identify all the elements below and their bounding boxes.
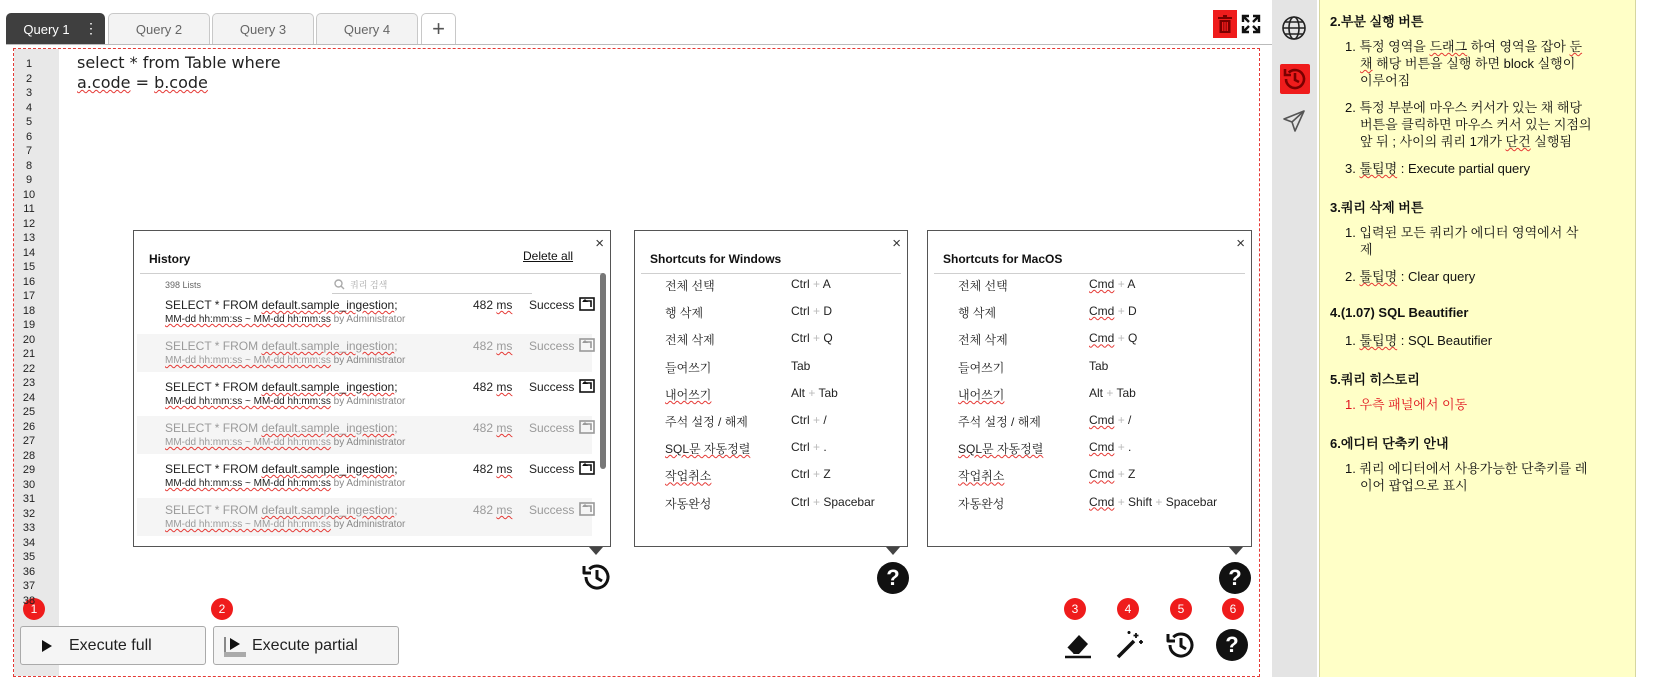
line-number: 4 <box>25 101 33 114</box>
history-query: SELECT * FROM default.sample_ingestion; <box>165 298 398 312</box>
note-heading: 6.에디터 단축키 안내 <box>1330 436 1449 451</box>
shortcut-action: 작업취소 <box>665 469 712 484</box>
note-item: 1. 쿼리 에디터에서 사용가능한 단축키를 레 <box>1345 461 1588 476</box>
shortcut-row <box>635 440 907 462</box>
annotation-badge: 1 <box>23 598 45 620</box>
history-status: Success <box>529 298 575 312</box>
eraser-icon[interactable] <box>1063 628 1093 660</box>
load-query-icon[interactable] <box>579 461 595 475</box>
shortcut-key: Cmd <box>1089 413 1115 427</box>
line-number: 15 <box>22 261 36 273</box>
line-number: 6 <box>25 130 33 143</box>
tab-label: Query 3 <box>239 21 287 37</box>
history-time: MM-dd hh:mm:ss ~ MM-dd hh:mm:ss by Administrator <box>165 355 406 366</box>
shortcut-key: Cmd <box>1089 440 1115 455</box>
line-number: 27 <box>22 435 36 447</box>
key-separator: + <box>1155 494 1163 509</box>
play-partial-icon <box>224 637 246 657</box>
shortcut-key: Ctrl <box>791 277 810 291</box>
line-number: 1 <box>25 58 33 70</box>
key-separator: + <box>813 304 821 319</box>
shortcut-row <box>928 440 1251 462</box>
key-separator: + <box>1117 467 1125 482</box>
shortcut-key: Ctrl <box>791 304 810 319</box>
shortcut-row <box>635 386 907 408</box>
history-search[interactable] <box>332 277 532 294</box>
line-number: 22 <box>22 362 36 375</box>
shortcut-action: 행 삭제 <box>665 306 704 321</box>
code-token: a.code <box>77 73 131 92</box>
help-icon[interactable]: ? <box>1216 629 1248 661</box>
shortcut-key: Cmd <box>1089 494 1115 509</box>
key-separator: + <box>1117 304 1125 319</box>
tab-menu-icon[interactable]: ⋮ <box>84 20 98 36</box>
shortcut-action: 작업취소 <box>958 469 1005 484</box>
note-item: 채 해당 버튼을 실행 하면 block 실행이 <box>1360 56 1576 71</box>
key-separator: + <box>813 413 821 427</box>
history-time: MM-dd hh:mm:ss ~ MM-dd hh:mm:ss by Administrator <box>165 437 406 448</box>
shortcut-key: Ctrl <box>791 494 810 509</box>
history-popup <box>133 230 611 547</box>
shortcuts-windows-popup <box>634 230 908 547</box>
key-separator: + <box>813 277 821 291</box>
history-time: MM-dd hh:mm:ss ~ MM-dd hh:mm:ss by Administrator <box>165 519 406 530</box>
shortcut-key: Cmd <box>1089 467 1115 482</box>
history-status: Success <box>529 380 575 394</box>
history-time: MM-dd hh:mm:ss ~ MM-dd hh:mm:ss by Administrator <box>165 478 406 489</box>
shortcut-keys <box>1089 304 1137 318</box>
tab-query-3[interactable] <box>212 13 314 44</box>
line-number: 7 <box>25 145 33 157</box>
line-number: 20 <box>22 333 36 346</box>
note-item: 1. 입력된 모든 쿼리가 에디터 영역에서 삭 <box>1345 225 1579 240</box>
shortcut-key: Cmd <box>1089 277 1115 291</box>
shortcut-key: Spacebar <box>1165 494 1218 509</box>
line-number: 37 <box>22 580 36 592</box>
execute-full-button[interactable] <box>20 626 206 665</box>
shortcut-row <box>928 495 1251 517</box>
note-item: 1. 특정 영역을 드래그 하여 영역을 잡아 둔 <box>1345 39 1583 54</box>
tab-label: Query 1 <box>23 21 70 37</box>
history-query: SELECT * FROM default.sample_ingestion; <box>165 462 398 476</box>
shortcut-keys <box>1089 495 1217 509</box>
plus-icon: + <box>432 16 445 41</box>
note-heading: 3.쿼리 삭제 버튼 <box>1330 200 1424 215</box>
shortcut-key: Alt <box>1089 385 1104 400</box>
key-separator: + <box>813 331 821 346</box>
history-title: History <box>149 252 191 266</box>
history-duration: 482 ms <box>473 421 513 435</box>
divider <box>934 273 1245 274</box>
shortcut-action: 주석 설정 / 해제 <box>665 415 748 429</box>
send-icon[interactable] <box>1281 108 1307 134</box>
shortcut-row <box>928 467 1251 489</box>
key-separator: + <box>813 440 821 455</box>
line-number: 16 <box>22 275 36 288</box>
shortcut-action: 전체 선택 <box>665 279 715 293</box>
load-query-icon[interactable] <box>579 297 595 311</box>
shortcut-keys <box>1089 440 1131 454</box>
key-separator: + <box>813 467 821 482</box>
history-duration: 482 ms <box>473 503 513 517</box>
search-placeholder: 쿼리 검색 <box>350 280 388 290</box>
note-heading: 2.부분 실행 버튼 <box>1330 14 1424 29</box>
annotation-notes-panel <box>1319 0 1636 677</box>
history-icon[interactable] <box>1164 628 1198 662</box>
shortcut-key: Q <box>1128 331 1138 346</box>
history-query: SELECT * FROM default.sample_ingestion; <box>165 503 398 517</box>
fullscreen-icon <box>1241 14 1261 34</box>
right-icon-bar <box>1272 0 1317 677</box>
shortcut-keys <box>791 495 875 509</box>
shortcut-keys <box>1089 386 1136 400</box>
line-number: 3 <box>25 87 33 99</box>
shortcut-key: . <box>1128 440 1132 455</box>
line-number: 35 <box>22 551 36 563</box>
shortcut-key: Cmd <box>1089 304 1115 319</box>
note-item: 1. 툴팁명 : SQL Beautifier <box>1345 333 1493 348</box>
history-status: Success <box>529 421 575 435</box>
line-number: 33 <box>22 522 36 534</box>
line-number: 31 <box>22 493 36 505</box>
shortcut-row <box>928 386 1251 408</box>
line-number: 36 <box>22 565 36 578</box>
annotation-badge: 4 <box>1117 598 1139 620</box>
shortcut-keys <box>791 331 833 345</box>
tab-label: Query 2 <box>135 21 183 37</box>
line-number: 30 <box>22 478 36 491</box>
trash-icon <box>1218 15 1232 33</box>
shortcut-row <box>928 277 1251 299</box>
shortcut-row <box>635 277 907 299</box>
load-query-icon[interactable] <box>579 379 595 393</box>
shortcut-keys <box>791 467 831 481</box>
history-time: MM-dd hh:mm:ss ~ MM-dd hh:mm:ss by Administrator <box>165 396 406 407</box>
delete-all-link[interactable]: Delete all <box>523 249 574 263</box>
tab-query-1[interactable] <box>6 13 105 44</box>
history-row[interactable] <box>137 293 592 331</box>
tab-bar-divider <box>6 44 1272 45</box>
shortcut-key: Tab <box>791 358 811 373</box>
shortcut-action: 전체 삭제 <box>665 333 715 348</box>
execute-full-label: Execute full <box>69 637 152 654</box>
shortcut-key: Tab <box>818 385 838 400</box>
shortcut-keys <box>1089 359 1108 373</box>
history-row[interactable] <box>137 334 592 372</box>
note-item: 제 <box>1360 242 1373 257</box>
line-number: 26 <box>22 420 36 433</box>
shortcut-key: Ctrl <box>791 413 810 427</box>
shortcut-row <box>635 467 907 489</box>
line-number: 19 <box>22 319 36 331</box>
shortcut-action: 주석 설정 / 해제 <box>958 415 1041 429</box>
shortcut-key: Alt <box>791 385 806 400</box>
note-heading: 4.(1.07) SQL Beautifier <box>1330 305 1469 320</box>
note-item: 앞 뒤 ; 사이의 쿼리 1개가 단건 실행됨 <box>1360 134 1572 149</box>
popup-pointer <box>886 547 900 555</box>
shortcut-action: 행 삭제 <box>958 306 997 321</box>
history-duration: 482 ms <box>473 298 513 312</box>
history-icon[interactable] <box>580 560 614 594</box>
shortcut-row <box>635 495 907 517</box>
search-icon <box>334 279 345 290</box>
code-token: = <box>130 73 155 92</box>
shortcut-keys <box>791 359 810 373</box>
shortcut-keys <box>1089 413 1131 427</box>
key-separator: + <box>1117 413 1125 427</box>
load-query-icon[interactable] <box>579 502 595 516</box>
line-number: 8 <box>25 159 33 172</box>
key-separator: + <box>808 385 816 400</box>
line-number: 32 <box>22 507 36 520</box>
key-separator: + <box>1117 494 1125 509</box>
popup-pointer <box>589 547 603 555</box>
key-separator: + <box>1117 331 1125 346</box>
shortcut-keys <box>1089 467 1135 481</box>
note-item: 1. 우측 패널에서 이동 <box>1345 397 1468 412</box>
annotation-badge: 5 <box>1170 598 1192 620</box>
shortcut-action: 자동완성 <box>958 496 1005 511</box>
shortcut-action: 내어쓰기 <box>958 387 1005 402</box>
line-number: 5 <box>25 116 33 128</box>
execute-partial-label: Execute partial <box>252 637 358 654</box>
shortcut-action: 자동완성 <box>665 496 712 511</box>
shortcut-key: Ctrl <box>791 331 810 346</box>
line-number: 28 <box>22 449 36 462</box>
line-number: 18 <box>22 304 36 317</box>
add-tab-button[interactable] <box>421 13 456 44</box>
shortcut-key: Q <box>823 331 833 346</box>
note-item: 2. 툴팁명 : Clear query <box>1345 269 1476 284</box>
history-count: 398 Lists <box>165 280 202 290</box>
annotation-badge: 3 <box>1064 598 1086 620</box>
shortcut-action: 전체 삭제 <box>958 333 1008 348</box>
code-line-1: select * from Table where <box>77 53 281 72</box>
shortcut-key: Ctrl <box>791 467 810 482</box>
shortcut-key: D <box>1128 304 1137 319</box>
shortcut-key: / <box>823 413 827 427</box>
shortcut-keys <box>791 386 838 400</box>
note-item: 3. 툴팁명 : Execute partial query <box>1345 161 1531 176</box>
shortcut-keys <box>791 277 831 291</box>
note-item: 버튼을 클릭하면 마우스 커서 있는 지점의 <box>1360 117 1592 132</box>
close-icon[interactable]: × <box>595 235 604 252</box>
history-duration: 482 ms <box>473 380 513 394</box>
shortcut-key: Cmd <box>1089 331 1115 346</box>
line-number: 12 <box>22 217 36 230</box>
load-query-icon[interactable] <box>579 420 595 434</box>
key-separator: + <box>1106 385 1114 400</box>
history-query: SELECT * FROM default.sample_ingestion; <box>165 339 398 353</box>
shortcut-key: / <box>1128 413 1132 427</box>
line-number: 29 <box>22 464 36 476</box>
popup-pointer <box>1229 547 1243 555</box>
help-icon[interactable]: ? <box>877 562 909 594</box>
history-status: Success <box>529 339 575 353</box>
line-number: 10 <box>22 188 36 201</box>
history-status: Success <box>529 503 575 517</box>
shortcut-key: Spacebar <box>823 494 875 509</box>
shortcut-key: Shift <box>1128 494 1153 509</box>
divider <box>641 273 901 274</box>
execute-partial-button[interactable] <box>213 626 399 665</box>
shortcut-key: A <box>822 277 831 291</box>
note-heading: 5.쿼리 히스토리 <box>1330 372 1420 387</box>
history-duration: 482 ms <box>473 462 513 476</box>
annotation-badge: 2 <box>211 598 233 620</box>
fullscreen-button[interactable] <box>1241 14 1261 34</box>
shortcut-key: D <box>823 304 833 319</box>
history-time: MM-dd hh:mm:ss ~ MM-dd hh:mm:ss by Administrator <box>165 314 406 325</box>
clear-all-tabs-button[interactable] <box>1213 10 1237 38</box>
line-number: 17 <box>22 290 36 302</box>
history-row[interactable] <box>137 498 592 536</box>
close-icon[interactable]: × <box>1236 235 1245 252</box>
line-number: 9 <box>25 174 33 186</box>
shortcut-action: 전체 선택 <box>958 279 1008 293</box>
shortcut-row <box>928 359 1251 381</box>
key-separator: + <box>1117 440 1125 455</box>
shortcut-keys <box>791 440 827 454</box>
shortcut-row <box>635 304 907 326</box>
shortcut-row <box>635 413 907 435</box>
shortcut-keys <box>1089 277 1135 291</box>
line-number: 38 <box>22 594 36 607</box>
line-number: 13 <box>22 232 36 244</box>
shortcut-key: Ctrl <box>791 440 810 455</box>
key-separator: + <box>1117 277 1125 291</box>
history-query: SELECT * FROM default.sample_ingestion; <box>165 380 398 394</box>
shortcut-row <box>928 304 1251 326</box>
shortcut-action: 내어쓰기 <box>665 387 712 402</box>
history-row[interactable] <box>137 375 592 413</box>
line-number: 23 <box>22 377 36 389</box>
note-item: 2. 특정 부분에 마우스 커서가 있는 채 해당 <box>1345 100 1583 115</box>
load-query-icon[interactable] <box>579 338 595 352</box>
shortcut-keys <box>1089 331 1137 345</box>
shortcut-action: SQL문 자동정렬 <box>958 442 1044 457</box>
history-row[interactable] <box>137 416 592 454</box>
shortcut-key: Z <box>1128 467 1136 482</box>
tab-query-2[interactable] <box>108 13 210 44</box>
globe-icon[interactable] <box>1281 15 1307 41</box>
history-query: SELECT * FROM default.sample_ingestion; <box>165 421 398 435</box>
note-item: 이루어짐 <box>1360 73 1411 88</box>
tab-label: Query 4 <box>343 21 391 37</box>
shortcuts-mac-title: Shortcuts for MacOS <box>943 252 1063 266</box>
shortcut-key: A <box>1127 277 1136 291</box>
line-number: 25 <box>22 406 36 418</box>
shortcut-key: Tab <box>1089 358 1109 373</box>
shortcut-key: Tab <box>1116 385 1136 400</box>
shortcut-keys <box>791 304 832 318</box>
shortcut-key: . <box>823 440 827 455</box>
shortcut-row <box>635 331 907 353</box>
history-panel-button[interactable] <box>1280 64 1310 94</box>
history-icon <box>1280 64 1310 94</box>
annotation-badge: 6 <box>1222 598 1244 620</box>
shortcut-action: 들여쓰기 <box>958 360 1005 375</box>
shortcut-row <box>928 413 1251 435</box>
line-number: 14 <box>22 246 36 259</box>
shortcut-action: 들여쓰기 <box>665 360 712 375</box>
history-row[interactable] <box>137 457 592 495</box>
shortcuts-windows-title: Shortcuts for Windows <box>650 252 782 266</box>
shortcut-row <box>635 359 907 381</box>
history-status: Success <box>529 462 575 476</box>
play-icon <box>41 640 53 652</box>
history-duration: 482 ms <box>473 339 513 353</box>
shortcuts-mac-popup <box>927 230 1252 547</box>
line-number: 2 <box>25 72 33 85</box>
line-number: 21 <box>22 348 36 360</box>
shortcut-row <box>928 331 1251 353</box>
shortcut-key: Z <box>823 467 831 482</box>
close-icon[interactable]: × <box>892 235 901 252</box>
shortcut-action: SQL문 자동정렬 <box>665 442 751 457</box>
help-icon[interactable]: ? <box>1219 562 1251 594</box>
magic-wand-icon[interactable] <box>1115 628 1145 660</box>
history-scrollbar[interactable] <box>600 273 606 469</box>
shortcut-keys <box>791 413 827 427</box>
code-token: b.code <box>154 73 208 92</box>
note-item: 이어 팝업으로 표시 <box>1360 478 1468 493</box>
divider <box>140 273 604 274</box>
code-line-2 <box>77 73 208 92</box>
key-separator: + <box>813 494 821 509</box>
line-number: 34 <box>22 536 36 549</box>
tab-query-4[interactable] <box>316 13 418 44</box>
line-number: 11 <box>23 203 35 215</box>
line-number: 24 <box>22 391 36 404</box>
